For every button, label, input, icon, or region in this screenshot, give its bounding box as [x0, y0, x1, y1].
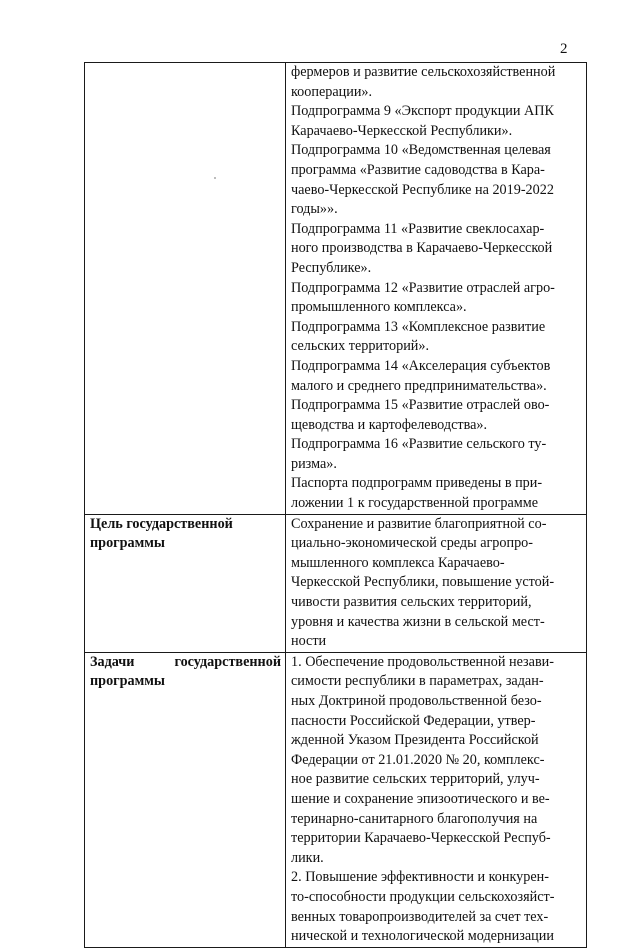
list-item: Подпрограмма 14 «Акселерация субъектов малого и среднего предпринимательства». [291, 357, 551, 394]
table-row-tasks [85, 652, 587, 947]
goal-label-line: программы [90, 535, 165, 552]
page-number: 2 [560, 41, 568, 57]
list-item: Подпрограмма 16 «Развитие сельского ту- ризма». [291, 436, 547, 472]
tasks-label-word: Задачи [90, 653, 135, 670]
tasks-label-cell [85, 652, 286, 947]
tasks-label-line [90, 653, 281, 673]
tasks-label-word: государственной [174, 653, 281, 670]
goal-text: Сохранение и развитие благоприятной со- циально-экономической среды агропро- мышленного комплекса Карачаево- Черкесской Республики, повышение устой- чивости развития сельских территорий, уровня и качества жизни в сельской мест- ности [291, 515, 555, 650]
table-row-goal [85, 514, 587, 652]
list-item: Паспорта подпрограмм приведены в при- ложении 1 к государственной программе [291, 475, 543, 512]
list-item: Подпрограмма 12 «Развитие отраслей агро- промышленного комплекса». [291, 279, 555, 316]
list-item: фермеров и развитие сельскохозяйственной кооперации». [291, 64, 556, 100]
goal-label-line: Цель государственной [90, 515, 233, 532]
list-item: Подпрограмма 10 «Ведомственная целевая программа «Развитие садоводства в Кара- чаево-Черкесской Республике на 2019-2022 годы»». [291, 142, 554, 218]
list-item: Подпрограмма 11 «Развитие свеклосахар- ного производства в Карачаево-Черкесской Республике». [291, 220, 553, 276]
list-item: Подпрограмма 9 «Экспорт продукции АПК Карачаево-Черкесской Республики». [291, 103, 554, 139]
subprograms-list-cell [286, 63, 587, 515]
list-item: 2. Повышение эффективности и конкурен- то-способности продукции сельскохозяйст- венных товаропроизводителей за счет тех- нической и технологической модернизации [291, 869, 555, 945]
program-passport-table [84, 62, 587, 948]
subprograms-label-cell [85, 63, 286, 515]
table-row-subprograms [85, 63, 587, 515]
list-item: Подпрограмма 13 «Комплексное развитие сельских территорий». [291, 318, 546, 355]
goal-text-cell [286, 514, 587, 652]
list-item: 1. Обеспечение продовольственной незави- симости республики в параметрах, задан- ных Доктриной продовольственной безо- пасности Российской Федерации, утвер- жденной Указом Президента Российской Федерации от 21.01.2020 № 20, комплекс- ное развитие сельских территорий, улуч- шение и сохранение эпизоотического и ве- теринарно-санитарного благополучия на территории Карачаево-Черкесской Респуб- лики. [291, 653, 554, 866]
list-item: Подпрограмма 15 «Развитие отраслей ово- щеводства и картофелеводства». [291, 397, 550, 433]
tasks-list-cell [286, 652, 587, 947]
tasks-label-line: программы [90, 673, 165, 690]
goal-label-cell [85, 514, 286, 652]
